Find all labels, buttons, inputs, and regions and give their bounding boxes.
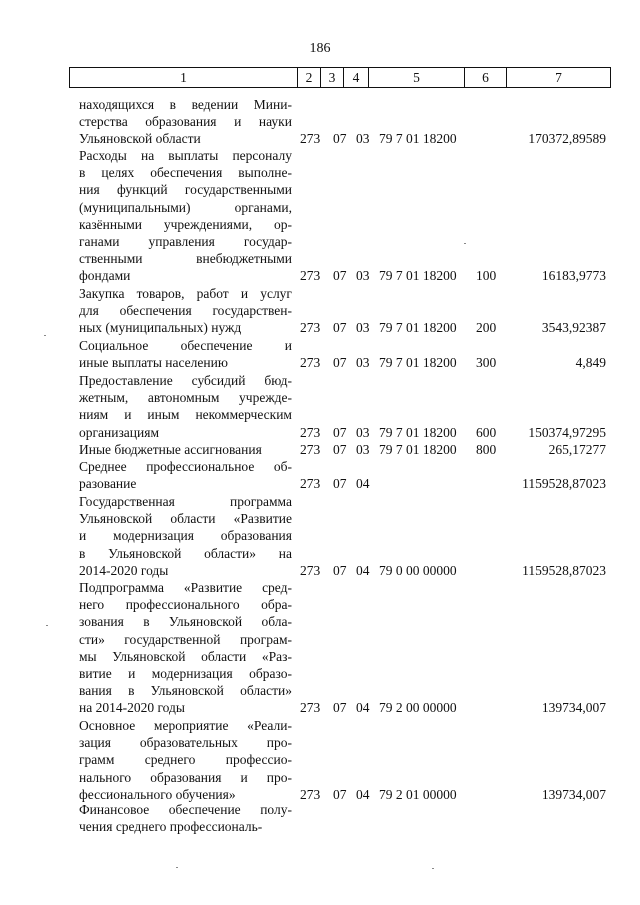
word: государственной bbox=[124, 631, 221, 647]
word: нального bbox=[79, 769, 132, 785]
cell-c6: 200 bbox=[476, 320, 497, 336]
word: иным bbox=[147, 407, 180, 423]
cell-c4: 03 bbox=[356, 442, 370, 457]
row-description bbox=[79, 441, 292, 458]
row-description bbox=[79, 96, 292, 148]
word: науки bbox=[258, 114, 292, 130]
description-line: Ульяновской области bbox=[79, 131, 201, 147]
description-line bbox=[79, 769, 292, 786]
description-line bbox=[79, 337, 292, 354]
word: ор- bbox=[274, 216, 292, 232]
word: государ- bbox=[243, 234, 292, 250]
cell-c3: 07 bbox=[333, 355, 347, 371]
word: и bbox=[234, 114, 242, 130]
word: сред- bbox=[262, 580, 292, 595]
word: государствен- bbox=[212, 303, 292, 319]
cell-c2: 273 bbox=[300, 442, 321, 457]
word: образования bbox=[150, 769, 222, 785]
description-line bbox=[79, 372, 292, 389]
row-description bbox=[79, 372, 292, 441]
word: ведении bbox=[191, 97, 239, 112]
word: среднего bbox=[144, 752, 196, 768]
header-col-5: 5 bbox=[369, 68, 465, 87]
cell-c7: 4,849 bbox=[575, 355, 606, 371]
word: профессио- bbox=[225, 752, 292, 768]
word: «Развитие bbox=[233, 511, 292, 527]
word: ния bbox=[79, 182, 100, 198]
description-line: фессионального обучения» bbox=[79, 786, 236, 802]
word: работ bbox=[196, 286, 229, 301]
description-line bbox=[79, 579, 292, 596]
cell-c5: 79 7 01 18200 bbox=[379, 131, 457, 147]
word: субсидий bbox=[191, 373, 246, 388]
word: модернизация bbox=[151, 666, 233, 682]
word: в bbox=[128, 683, 135, 699]
cell-c2: 273 bbox=[300, 355, 321, 371]
description-line: иные выплаты населению bbox=[79, 355, 228, 371]
cell-c7: 265,17277 bbox=[548, 442, 606, 457]
word: ниям bbox=[79, 407, 109, 423]
word: учреждениями, bbox=[163, 216, 253, 232]
word: обеспечение bbox=[180, 338, 253, 353]
description-line bbox=[79, 717, 292, 734]
cell-c3: 07 bbox=[333, 268, 347, 284]
word: для bbox=[79, 303, 99, 319]
cell-c3: 07 bbox=[333, 442, 347, 457]
row-description bbox=[79, 579, 292, 717]
description-line bbox=[79, 216, 292, 233]
cell-c2: 273 bbox=[300, 562, 321, 578]
word: области» bbox=[240, 683, 292, 699]
description-line bbox=[79, 801, 292, 818]
word: вания bbox=[79, 683, 112, 699]
word: (муниципальными) bbox=[79, 199, 191, 215]
word: стерства bbox=[79, 114, 128, 130]
description-line bbox=[79, 147, 292, 164]
cell-c5: 79 7 01 18200 bbox=[379, 355, 457, 371]
description-line: разование bbox=[79, 476, 137, 492]
word: Ульяновской bbox=[168, 614, 243, 630]
description-line bbox=[79, 493, 292, 510]
word: Финансовое bbox=[79, 802, 150, 817]
row-description bbox=[79, 147, 292, 285]
header-col-1: 1 bbox=[70, 68, 298, 87]
word: и bbox=[124, 407, 132, 423]
word: «Раз- bbox=[261, 648, 292, 664]
word: «Развитие bbox=[183, 580, 243, 595]
cell-c2: 273 bbox=[300, 268, 321, 284]
word: обеспечения bbox=[150, 165, 223, 181]
word: бюд- bbox=[264, 373, 292, 388]
description-line: фондами bbox=[79, 268, 131, 284]
word: зация bbox=[79, 735, 111, 751]
description-line bbox=[79, 302, 292, 319]
word: целях bbox=[101, 165, 135, 181]
cell-c4: 03 bbox=[356, 355, 370, 371]
word: жетным, bbox=[79, 390, 129, 406]
header-col-2: 2 bbox=[298, 68, 321, 87]
word: и bbox=[128, 666, 136, 682]
description-line bbox=[79, 96, 292, 113]
word: ственными bbox=[79, 251, 143, 267]
row-description bbox=[79, 493, 292, 579]
word: Подпрограмма bbox=[79, 580, 164, 595]
word: про- bbox=[266, 769, 292, 785]
row-description bbox=[79, 458, 292, 492]
word: обра- bbox=[261, 597, 292, 613]
word: ганами bbox=[79, 234, 120, 250]
description-line bbox=[79, 665, 292, 682]
cell-c7: 139734,007 bbox=[541, 786, 606, 802]
word: и bbox=[240, 286, 249, 301]
word: в bbox=[169, 97, 177, 112]
description-line bbox=[79, 233, 292, 250]
cell-c7: 150374,97295 bbox=[528, 424, 606, 440]
cell-c7: 16183,9773 bbox=[541, 268, 606, 284]
description-line bbox=[79, 389, 292, 406]
description-line: Иные бюджетные ассигнования bbox=[79, 442, 262, 457]
word: образования bbox=[145, 114, 217, 130]
description-line bbox=[79, 527, 292, 544]
description-line bbox=[79, 250, 292, 267]
cell-c5: 79 2 00 00000 bbox=[379, 700, 457, 716]
description-line bbox=[79, 631, 292, 648]
description-line bbox=[79, 734, 292, 751]
word: сти» bbox=[79, 631, 105, 647]
word: товаров, bbox=[136, 286, 185, 301]
cell-c7: 170372,89589 bbox=[528, 131, 606, 147]
cell-c2: 273 bbox=[300, 700, 321, 716]
word: управления bbox=[148, 234, 215, 250]
word: профессионального bbox=[125, 597, 240, 613]
word: учрежде- bbox=[239, 390, 292, 406]
cell-c4: 03 bbox=[356, 131, 370, 147]
cell-c4: 03 bbox=[356, 320, 370, 336]
cell-c4: 04 bbox=[356, 786, 370, 802]
word: Закупка bbox=[79, 286, 125, 301]
cell-c2: 273 bbox=[300, 320, 321, 336]
cell-c4: 03 bbox=[356, 424, 370, 440]
word: услуг bbox=[260, 286, 292, 301]
row-description bbox=[79, 717, 292, 803]
cell-c3: 07 bbox=[333, 424, 347, 440]
cell-c2: 273 bbox=[300, 424, 321, 440]
word: витие bbox=[79, 666, 112, 682]
word: в bbox=[79, 165, 86, 181]
header-col-7: 7 bbox=[555, 70, 562, 85]
scan-speck bbox=[432, 868, 434, 869]
cell-c4: 04 bbox=[356, 476, 370, 492]
description-line bbox=[79, 648, 292, 665]
word: об- bbox=[273, 459, 292, 474]
scan-speck bbox=[176, 867, 178, 868]
description-line: чения среднего профессиональ- bbox=[79, 819, 263, 835]
word: области» bbox=[204, 545, 257, 561]
word: и bbox=[79, 528, 87, 544]
cell-c3: 07 bbox=[333, 700, 347, 716]
word: полу- bbox=[260, 802, 292, 817]
word: профессиональное bbox=[146, 459, 255, 474]
cell-c5: 79 7 01 18200 bbox=[379, 442, 457, 457]
cell-c5: 79 7 01 18200 bbox=[379, 320, 457, 336]
cell-c7: 1159528,87023 bbox=[522, 476, 606, 492]
description-line bbox=[79, 682, 292, 699]
word: находящихся bbox=[79, 97, 155, 112]
header-col-4: 4 bbox=[344, 68, 369, 87]
description-line bbox=[79, 164, 292, 181]
word: образо- bbox=[249, 666, 292, 682]
header-col-6: 6 bbox=[465, 68, 507, 87]
word: функций bbox=[116, 182, 168, 198]
cell-c3: 07 bbox=[333, 320, 347, 336]
word: обеспечения bbox=[119, 303, 192, 319]
cell-c6: 600 bbox=[476, 424, 497, 440]
description-line bbox=[79, 113, 292, 130]
word: мы bbox=[79, 648, 97, 664]
description-line: на 2014-2020 годы bbox=[79, 700, 185, 716]
word: Мини- bbox=[253, 97, 292, 112]
cell-c3: 07 bbox=[333, 131, 347, 147]
word: програм- bbox=[239, 631, 292, 647]
word: обла- bbox=[261, 614, 292, 630]
cell-c6: 800 bbox=[476, 442, 497, 457]
word: автономным bbox=[147, 390, 220, 406]
cell-c5: 79 0 00 00000 bbox=[379, 562, 457, 578]
word: Ульяновской bbox=[79, 511, 153, 527]
word: в bbox=[79, 545, 86, 561]
word: Среднее bbox=[79, 459, 127, 474]
cell-c4: 04 bbox=[356, 562, 370, 578]
page-number: 186 bbox=[309, 41, 331, 56]
cell-c3: 07 bbox=[333, 786, 347, 802]
scan-speck bbox=[46, 625, 48, 626]
word: области bbox=[170, 511, 216, 527]
word: на bbox=[278, 545, 292, 561]
word: образовательных bbox=[139, 735, 238, 751]
cell-c7: 1159528,87023 bbox=[522, 562, 606, 578]
header-col-3: 3 bbox=[321, 68, 344, 87]
description-line: 2014-2020 годы bbox=[79, 562, 169, 578]
word: образования bbox=[220, 528, 292, 544]
description-line bbox=[79, 199, 292, 216]
description-line bbox=[79, 751, 292, 768]
word: некоммерческим bbox=[195, 407, 292, 423]
word: мероприятие bbox=[153, 718, 229, 733]
word: про- bbox=[266, 735, 292, 751]
cell-c4: 04 bbox=[356, 700, 370, 716]
word: выполне- bbox=[238, 165, 292, 181]
cell-c6: 300 bbox=[476, 355, 497, 371]
word: в bbox=[143, 614, 150, 630]
description-line bbox=[79, 545, 292, 562]
word: Основное bbox=[79, 718, 136, 733]
description-line bbox=[79, 458, 292, 475]
cell-c3: 07 bbox=[333, 562, 347, 578]
word: казёнными bbox=[79, 216, 142, 232]
word: и bbox=[284, 338, 292, 353]
cell-c7: 3543,92387 bbox=[541, 320, 606, 336]
cell-c2: 273 bbox=[300, 786, 321, 802]
cell-c4: 03 bbox=[356, 268, 370, 284]
word: «Реали- bbox=[247, 718, 292, 733]
description-line bbox=[79, 613, 292, 630]
word: выплаты bbox=[168, 148, 219, 163]
description-line bbox=[79, 285, 292, 302]
word: персоналу bbox=[232, 148, 292, 163]
word: области bbox=[201, 648, 247, 664]
cell-c6: 100 bbox=[476, 268, 497, 284]
word: Ульяновской bbox=[108, 545, 182, 561]
word: зования bbox=[79, 614, 124, 630]
word: и bbox=[240, 769, 248, 785]
word: на bbox=[140, 148, 155, 163]
word: модернизация bbox=[113, 528, 194, 544]
word: грамм bbox=[79, 752, 115, 768]
word: внебюджетными bbox=[196, 251, 292, 267]
description-line bbox=[79, 406, 292, 423]
description-line: ных (муниципальных) нужд bbox=[79, 320, 242, 336]
word: него bbox=[79, 597, 105, 613]
description-line bbox=[79, 596, 292, 613]
scan-speck bbox=[44, 335, 46, 336]
row-description bbox=[79, 285, 292, 337]
word: Ульяновской bbox=[150, 683, 224, 699]
cell-c3: 07 bbox=[333, 476, 347, 492]
cell-c5: 79 7 01 18200 bbox=[379, 424, 457, 440]
word: Социальное bbox=[79, 338, 149, 353]
word: государственными bbox=[184, 182, 292, 198]
cell-c2: 273 bbox=[300, 476, 321, 492]
description-line bbox=[79, 510, 292, 527]
cell-c5: 79 2 01 00000 bbox=[379, 786, 457, 802]
description-line: организациям bbox=[79, 424, 160, 440]
description-line bbox=[79, 181, 292, 198]
word: программа bbox=[230, 494, 292, 509]
word: Предоставление bbox=[79, 373, 173, 388]
row-description bbox=[79, 801, 292, 835]
word: обеспечение bbox=[168, 802, 241, 817]
cell-c7: 139734,007 bbox=[541, 700, 606, 716]
word: Ульяновской bbox=[112, 648, 186, 664]
cell-c5: 79 7 01 18200 bbox=[379, 268, 457, 284]
word: органами, bbox=[234, 199, 292, 215]
cell-c2: 273 bbox=[300, 131, 321, 147]
row-description bbox=[79, 337, 292, 371]
scan-speck bbox=[464, 243, 466, 244]
word: Государственная bbox=[79, 494, 175, 509]
word: Расходы bbox=[79, 148, 127, 163]
